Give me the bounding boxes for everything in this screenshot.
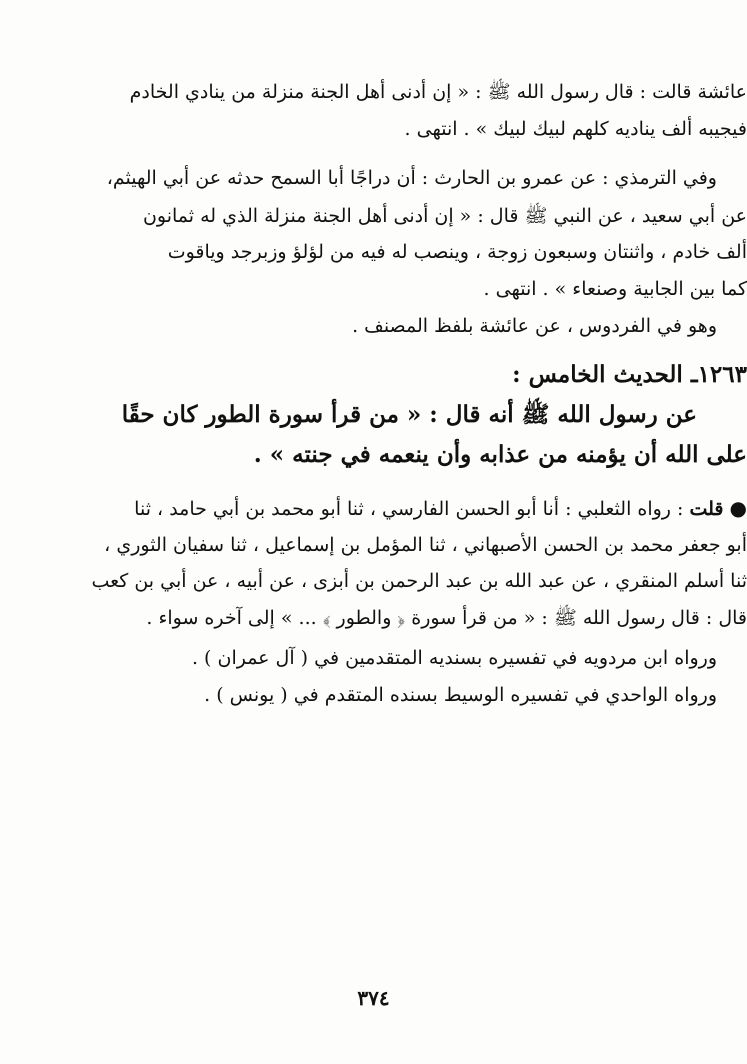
bullet-icon: ● [729, 496, 747, 520]
page-number: ٣٧٤ [357, 986, 390, 1010]
text-line: فيجيبه ألف يناديه كلهم لبيك لبيك » . انتهى . [404, 118, 747, 140]
hadith-number: ١٢٦٣ـ [690, 361, 747, 388]
text-line: ثنا أسلم المنقري ، عن عبد الله بن عبد الرحمن بن أبزى ، عن أبيه ، عن أبي بن كعب [91, 570, 747, 592]
text-line: ورواه الواحدي في تفسيره الوسيط بسنده المتقدم في ( يونس ) . [204, 684, 717, 706]
hadith-text-line: على الله أن يؤمنه من عذابه وأن ينعمه في جنته » . [253, 441, 747, 468]
text-line: كما بين الجابية وصنعاء » . انتهى . [483, 278, 747, 300]
hadith-text-line: عن رسول الله ﷺ أنه قال : « من قرأ سورة الطور كان حقًا [121, 401, 697, 428]
text-line: ألف خادم ، واثنتان وسبعون زوجة ، وينصب له فيه من لؤلؤ وزبرجد وياقوت [167, 241, 747, 263]
hadith-title: الحديث الخامس : [512, 361, 683, 388]
text-line: عن أبي سعيد ، عن النبي ﷺ قال : « إن أدنى أهل الجنة منزلة الذي له ثمانون [142, 205, 747, 227]
text-line: قال : قال رسول الله ﷺ : « من قرأ سورة ﴿ والطور ﴾ ... » إلى آخره سواء . [146, 607, 747, 629]
text-line: عائشة قالت : قال رسول الله ﷺ : « إن أدنى أهل الجنة منزلة من ينادي الخادم [129, 81, 747, 103]
text-line: أبو جعفر محمد بن الحسن الأصبهاني ، ثنا المؤمل بن إسماعيل ، ثنا سفيان الثوري ، [104, 534, 747, 556]
text-line: وفي الترمذي : عن عمرو بن الحارث : أن دراجًا أبا السمح حدثه عن أبي الهيثم، [106, 167, 717, 189]
hadith-heading [157, 360, 747, 390]
text-line: ورواه ابن مردويه في تفسيره بسنديه المتقدمين في ( آل عمران ) . [191, 647, 717, 669]
text-line: وهو في الفردوس ، عن عائشة بلفظ المصنف . [352, 315, 717, 337]
commentary-first-line [134, 496, 747, 521]
commentary-text: : رواه الثعلبي : أنا أبو الحسن الفارسي ، ثنا أبو محمد بن أبي حامد ، ثنا [134, 498, 684, 520]
commentary-lead: قلت [689, 498, 724, 520]
